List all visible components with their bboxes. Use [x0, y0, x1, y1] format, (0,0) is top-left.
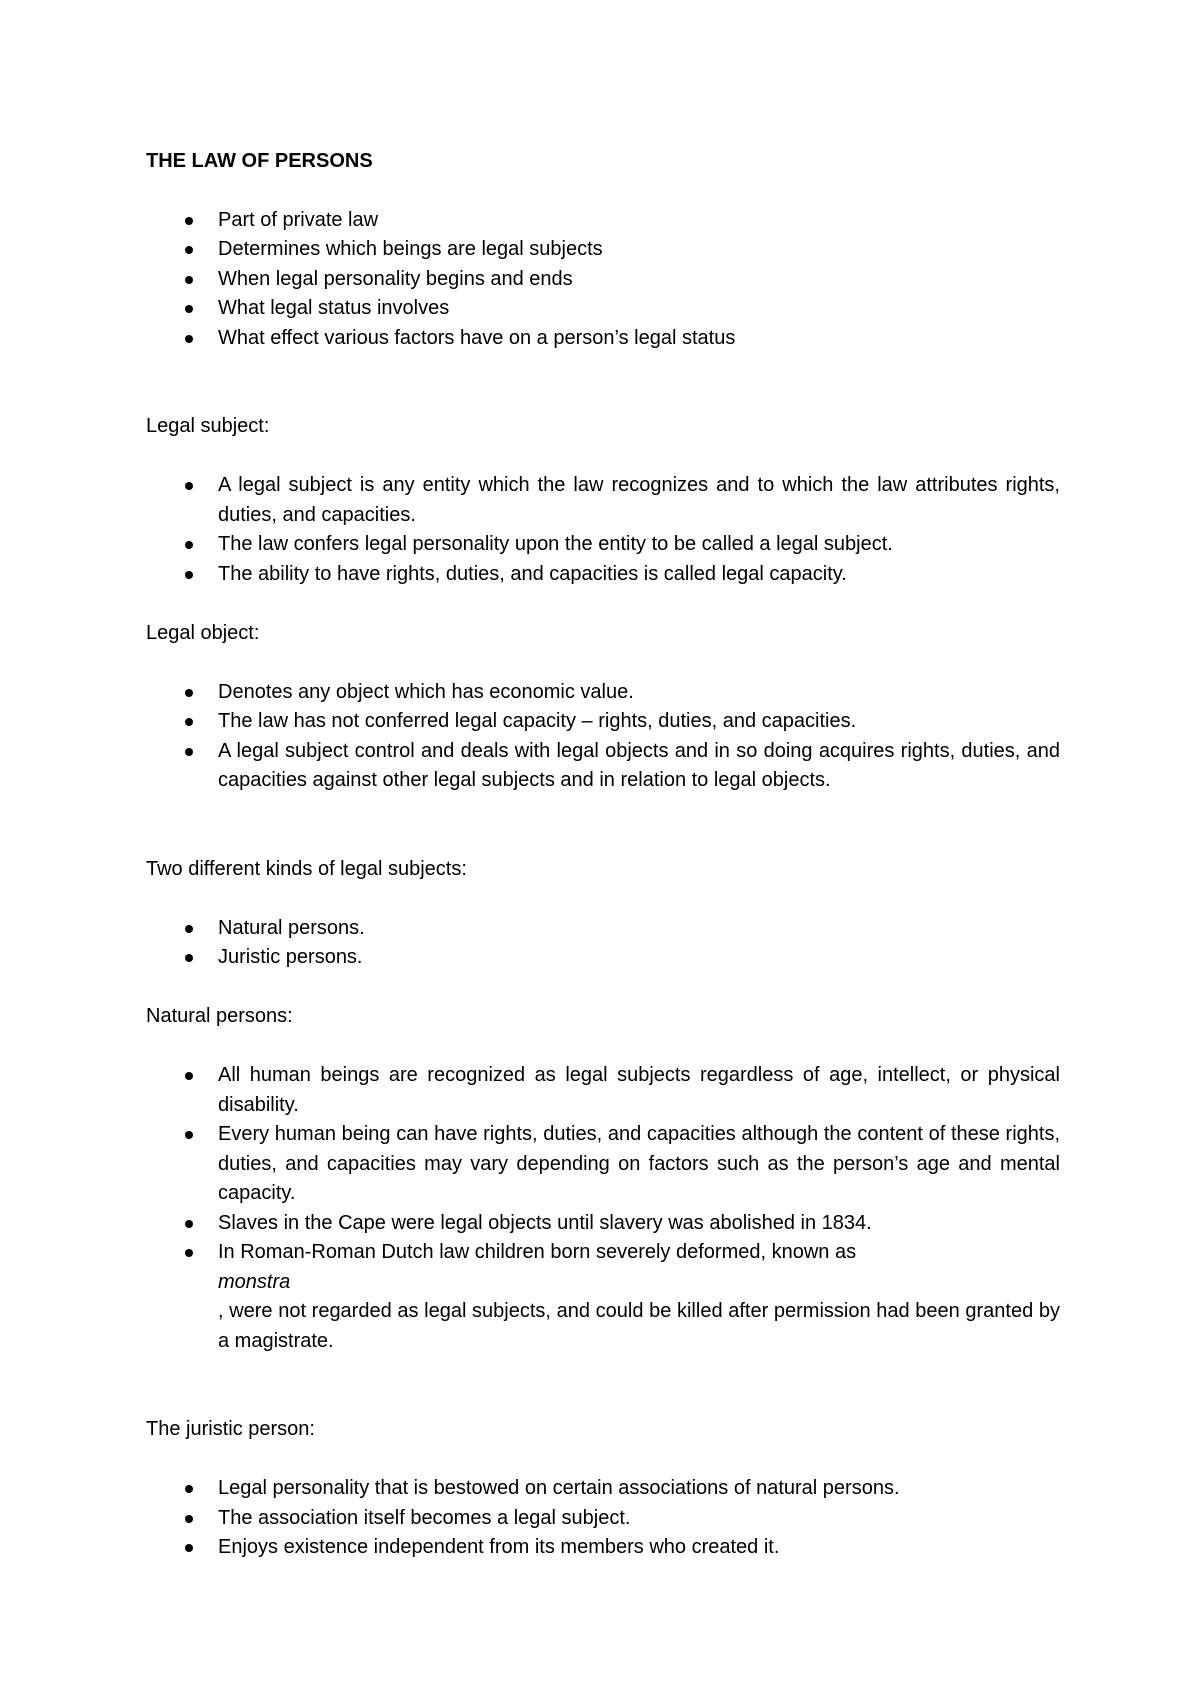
list-item: Denotes any object which has economic value.: [146, 678, 1060, 708]
list-item: Legal personality that is bestowed on certain associations of natural persons.: [146, 1474, 1060, 1504]
list-item: Juristic persons.: [146, 943, 1060, 973]
list-item: All human beings are recognized as legal subjects regardless of age, intellect, or physical disability.: [146, 1061, 1060, 1120]
list-item: The law confers legal personality upon the entity to be called a legal subject.: [146, 530, 1060, 560]
list-item: When legal personality begins and ends: [146, 265, 1060, 295]
list-item: Natural persons.: [146, 914, 1060, 944]
list-item: Slaves in the Cape were legal objects until slavery was abolished in 1834.: [146, 1209, 1060, 1239]
list-item: A legal subject control and deals with legal objects and in so doing acquires rights, duties, and capacities against other legal subjects and in relation to legal objects.: [146, 737, 1060, 796]
document-title: THE LAW OF PERSONS: [146, 150, 373, 172]
juristic-person-list: [146, 1474, 1060, 1563]
natural-persons-list: [146, 1061, 1060, 1356]
list-item: The association itself becomes a legal subject.: [146, 1504, 1060, 1534]
italic-term: monstra: [218, 1270, 291, 1293]
kinds-list: [146, 914, 1060, 973]
list-item: What effect various factors have on a person’s legal status: [146, 324, 1060, 354]
section-heading-natural-persons: Natural persons:: [146, 1005, 293, 1027]
section-heading-legal-object: Legal object:: [146, 621, 260, 644]
document-body: [146, 147, 1060, 1563]
list-item: Part of private law: [146, 206, 1060, 236]
list-item: The law has not conferred legal capacity – rights, duties, and capacities.: [146, 707, 1060, 737]
section-heading-legal-subject: Legal subject:: [146, 415, 270, 437]
list-item: A legal subject is any entity which the law recognizes and to which the law attributes rights, duties, and capacities.: [146, 471, 1060, 530]
legal-object-list: [146, 678, 1060, 796]
intro-list: [146, 206, 1060, 354]
list-item: Determines which beings are legal subjects: [146, 235, 1060, 265]
legal-subject-list: [146, 471, 1060, 589]
list-item: What legal status involves: [146, 294, 1060, 324]
section-heading-kinds: Two different kinds of legal subjects:: [146, 857, 467, 880]
list-item: The ability to have rights, duties, and capacities is called legal capacity.: [146, 560, 1060, 590]
section-heading-juristic-person: The juristic person:: [146, 1418, 315, 1440]
list-item: Enjoys existence independent from its members who created it.: [146, 1533, 1060, 1563]
list-item: In Roman-Roman Dutch law children born severely deformed, known as monstra , were not regarded as legal subjects, and could be killed after permission had been granted by a magistrate.: [146, 1238, 1060, 1356]
list-item: Every human being can have rights, duties, and capacities although the content of these rights, duties, and capacities may vary depending on factors such as the person’s age and mental capacity.: [146, 1120, 1060, 1209]
